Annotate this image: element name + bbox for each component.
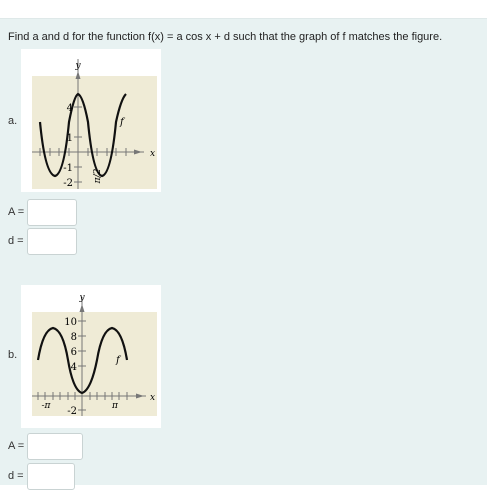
graph-b-ytick-10: 10 — [64, 317, 77, 328]
question-prompt: Find a and d for the function f(x) = a cos x + d such that the graph of f matches the figure. — [8, 31, 443, 43]
part-a-field-d-label: d = — [8, 235, 24, 247]
graph-b-ytick-4: 4 — [70, 362, 77, 373]
graph-a-svg — [21, 49, 161, 192]
graph-a-x-label: x — [150, 149, 156, 159]
graph-a-ytick-4: 4 — [66, 103, 73, 114]
part-b-field-d-input[interactable] — [27, 463, 75, 490]
part-b-field-a-input[interactable] — [27, 433, 83, 460]
graph-a-ytick-neg1: -1 — [63, 163, 73, 174]
question-card — [0, 18, 487, 485]
part-b-label: b. — [8, 349, 18, 361]
graph-a — [21, 49, 161, 192]
graph-a-curve-label: f — [120, 117, 124, 128]
part-a-field-a-input[interactable] — [27, 199, 77, 226]
part-b-field-a-label: A = — [8, 440, 25, 452]
graph-b-xtick-pi: π — [112, 401, 118, 411]
graph-b-ytick-6: 6 — [70, 347, 77, 358]
graph-b-xtick-neg-pi: -π — [41, 401, 51, 411]
part-a-field-d-input[interactable] — [27, 228, 77, 255]
graph-b-y-arrow — [80, 304, 85, 312]
graph-b — [21, 285, 161, 428]
graph-b-y-label: y — [79, 293, 85, 303]
part-b-field-d-label: d = — [8, 470, 24, 482]
graph-b-svg — [21, 285, 161, 428]
graph-a-xtick-pi-half: π/2 — [93, 168, 103, 184]
graph-b-ytick-8: 8 — [70, 332, 77, 343]
graph-a-ytick-1: 1 — [66, 133, 73, 144]
graph-a-ytick-neg2: -2 — [63, 178, 73, 189]
graph-b-curve-label: f — [116, 355, 120, 366]
graph-b-background — [32, 312, 157, 416]
graph-a-y-label: y — [75, 61, 81, 71]
part-a-label: a. — [8, 115, 18, 127]
part-a-field-a-label: A = — [8, 206, 25, 218]
graph-b-x-label: x — [150, 393, 156, 403]
graph-a-y-arrow — [76, 71, 81, 79]
graph-b-ytick-neg2: -2 — [67, 406, 77, 417]
